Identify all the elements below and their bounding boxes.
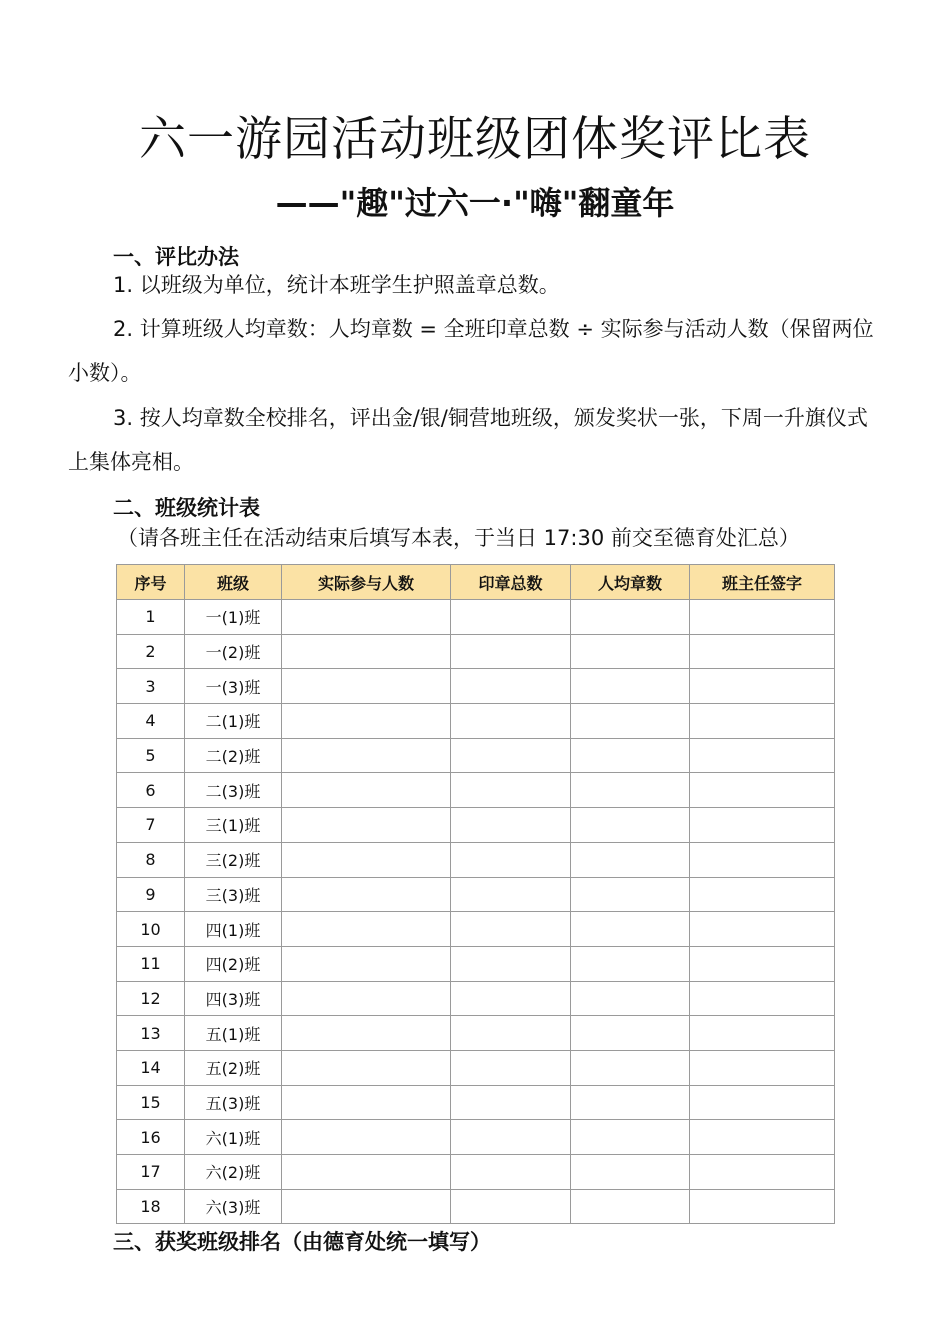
participants-cell[interactable]: [282, 946, 451, 981]
table-row: [117, 773, 835, 808]
table-row: [117, 600, 835, 635]
stamp-total-cell[interactable]: [451, 600, 571, 635]
rule-paragraph-3: [68, 396, 883, 484]
signature-cell[interactable]: [690, 634, 835, 669]
participants-cell[interactable]: [282, 808, 451, 843]
row-index: 13: [117, 1016, 185, 1051]
signature-cell[interactable]: [690, 946, 835, 981]
signature-cell[interactable]: [690, 773, 835, 808]
stamp-total-cell[interactable]: [451, 1016, 571, 1051]
row-class: 五(1)班: [185, 1016, 282, 1051]
stamp-total-cell[interactable]: [451, 912, 571, 947]
participants-cell[interactable]: [282, 1189, 451, 1224]
row-index: 6: [117, 773, 185, 808]
participants-cell[interactable]: [282, 1120, 451, 1155]
row-index: 9: [117, 877, 185, 912]
participants-cell[interactable]: [282, 669, 451, 704]
participants-cell[interactable]: [282, 842, 451, 877]
table-row: [117, 877, 835, 912]
table-row: [117, 704, 835, 739]
row-index: 10: [117, 912, 185, 947]
table-row: [117, 912, 835, 947]
stamp-average-cell[interactable]: [571, 808, 690, 843]
stamp-average-cell[interactable]: [571, 1189, 690, 1224]
stamp-total-cell[interactable]: [451, 1155, 571, 1190]
signature-cell[interactable]: [690, 877, 835, 912]
signature-cell[interactable]: [690, 1189, 835, 1224]
stamp-average-cell[interactable]: [571, 1120, 690, 1155]
header-stamp-total: 印章总数: [451, 565, 571, 600]
row-class: 四(2)班: [185, 946, 282, 981]
signature-cell[interactable]: [690, 912, 835, 947]
rule-text-1: 1. 以班级为单位，统计本班学生护照盖章总数。: [113, 273, 560, 297]
stamp-total-cell[interactable]: [451, 946, 571, 981]
stamp-average-cell[interactable]: [571, 981, 690, 1016]
stamp-total-cell[interactable]: [451, 877, 571, 912]
stats-note: （请各班主任在活动结束后填写本表，于当日 17:30 前交至德育处汇总）: [117, 526, 800, 550]
stamp-average-cell[interactable]: [571, 912, 690, 947]
rule-text-3: 3. 按人均章数全校排名，评出金/银/铜营地班级，颁发奖状一张，下周一升旗仪式上集体亮相。: [68, 406, 868, 474]
row-class: 一(2)班: [185, 634, 282, 669]
table-row: [117, 738, 835, 773]
row-class: 四(1)班: [185, 912, 282, 947]
section-heading-method: 一、评比办法: [113, 245, 239, 269]
participants-cell[interactable]: [282, 773, 451, 808]
participants-cell[interactable]: [282, 981, 451, 1016]
row-class: 六(3)班: [185, 1189, 282, 1224]
stamp-total-cell[interactable]: [451, 1050, 571, 1085]
stamp-total-cell[interactable]: [451, 842, 571, 877]
row-class: 一(3)班: [185, 669, 282, 704]
participants-cell[interactable]: [282, 877, 451, 912]
signature-cell[interactable]: [690, 669, 835, 704]
signature-cell[interactable]: [690, 1016, 835, 1051]
header-index: 序号: [117, 565, 185, 600]
stamp-total-cell[interactable]: [451, 634, 571, 669]
rule-text-2: 2. 计算班级人均章数：人均章数 = 全班印章总数 ÷ 实际参与活动人数（保留两位小数）。: [68, 317, 874, 385]
signature-cell[interactable]: [690, 808, 835, 843]
page-title: 六一游园活动班级团体奖评比表: [139, 112, 811, 167]
rule-paragraph-1: [68, 263, 883, 307]
stamp-average-cell[interactable]: [571, 738, 690, 773]
section-heading-ranking: 三、获奖班级排名（由德育处统一填写）: [113, 1230, 491, 1254]
table-row: [117, 981, 835, 1016]
row-index: 17: [117, 1155, 185, 1190]
signature-cell[interactable]: [690, 600, 835, 635]
stamp-average-cell[interactable]: [571, 600, 690, 635]
signature-cell[interactable]: [690, 738, 835, 773]
stamp-total-cell[interactable]: [451, 738, 571, 773]
table-row: [117, 1050, 835, 1085]
row-index: 16: [117, 1120, 185, 1155]
row-index: 12: [117, 981, 185, 1016]
stamp-total-cell[interactable]: [451, 1189, 571, 1224]
row-index: 15: [117, 1085, 185, 1120]
signature-cell[interactable]: [690, 704, 835, 739]
table-header-row: [117, 565, 835, 600]
participants-cell[interactable]: [282, 1085, 451, 1120]
row-class: 三(3)班: [185, 877, 282, 912]
stamp-average-cell[interactable]: [571, 773, 690, 808]
row-index: 3: [117, 669, 185, 704]
stamp-average-cell[interactable]: [571, 1085, 690, 1120]
participants-cell[interactable]: [282, 738, 451, 773]
row-class: 一(1)班: [185, 600, 282, 635]
stamp-average-cell[interactable]: [571, 946, 690, 981]
header-stamp-average: 人均章数: [571, 565, 690, 600]
stamp-total-cell[interactable]: [451, 669, 571, 704]
stamp-total-cell[interactable]: [451, 1120, 571, 1155]
participants-cell[interactable]: [282, 600, 451, 635]
row-index: 1: [117, 600, 185, 635]
participants-cell[interactable]: [282, 634, 451, 669]
row-class: 六(2)班: [185, 1155, 282, 1190]
row-class: 三(2)班: [185, 842, 282, 877]
table-row: [117, 1085, 835, 1120]
signature-cell[interactable]: [690, 1155, 835, 1190]
stamp-average-cell[interactable]: [571, 669, 690, 704]
row-index: 14: [117, 1050, 185, 1085]
table-row: [117, 1189, 835, 1224]
header-participants: 实际参与人数: [282, 565, 451, 600]
row-class: 五(3)班: [185, 1085, 282, 1120]
stamp-total-cell[interactable]: [451, 704, 571, 739]
row-class: 二(3)班: [185, 773, 282, 808]
row-class: 二(2)班: [185, 738, 282, 773]
stamp-total-cell[interactable]: [451, 1085, 571, 1120]
signature-cell[interactable]: [690, 981, 835, 1016]
stamp-average-cell[interactable]: [571, 877, 690, 912]
signature-cell[interactable]: [690, 1120, 835, 1155]
stamp-total-cell[interactable]: [451, 808, 571, 843]
row-class: 三(1)班: [185, 808, 282, 843]
table-row: [117, 808, 835, 843]
row-index: 2: [117, 634, 185, 669]
participants-cell[interactable]: [282, 1155, 451, 1190]
participants-cell[interactable]: [282, 912, 451, 947]
row-index: 4: [117, 704, 185, 739]
stamp-average-cell[interactable]: [571, 842, 690, 877]
table-row: [117, 1120, 835, 1155]
row-class: 六(1)班: [185, 1120, 282, 1155]
table-row: [117, 669, 835, 704]
participants-cell[interactable]: [282, 1050, 451, 1085]
table-row: [117, 946, 835, 981]
signature-cell[interactable]: [690, 842, 835, 877]
row-index: 18: [117, 1189, 185, 1224]
row-index: 5: [117, 738, 185, 773]
header-teacher-signature: 班主任签字: [690, 565, 835, 600]
signature-cell[interactable]: [690, 1085, 835, 1120]
stamp-average-cell[interactable]: [571, 704, 690, 739]
row-index: 8: [117, 842, 185, 877]
stamp-total-cell[interactable]: [451, 773, 571, 808]
stamp-average-cell[interactable]: [571, 1016, 690, 1051]
row-index: 11: [117, 946, 185, 981]
table-row: [117, 634, 835, 669]
table-row: [117, 1155, 835, 1190]
row-class: 五(2)班: [185, 1050, 282, 1085]
row-class: 四(3)班: [185, 981, 282, 1016]
page-subtitle: ——"趣"过六一·"嗨"翻童年: [275, 184, 675, 222]
header-class: 班级: [185, 565, 282, 600]
table-row: [117, 842, 835, 877]
stamp-average-cell[interactable]: [571, 634, 690, 669]
stamp-average-cell[interactable]: [571, 1050, 690, 1085]
participants-cell[interactable]: [282, 704, 451, 739]
signature-cell[interactable]: [690, 1050, 835, 1085]
class-stats-table: [116, 564, 835, 1224]
row-index: 7: [117, 808, 185, 843]
row-class: 二(1)班: [185, 704, 282, 739]
participants-cell[interactable]: [282, 1016, 451, 1051]
rule-paragraph-2: [68, 307, 883, 395]
stamp-average-cell[interactable]: [571, 1155, 690, 1190]
stamp-total-cell[interactable]: [451, 981, 571, 1016]
section-heading-stats: 二、班级统计表: [113, 496, 260, 520]
table-row: [117, 1016, 835, 1051]
